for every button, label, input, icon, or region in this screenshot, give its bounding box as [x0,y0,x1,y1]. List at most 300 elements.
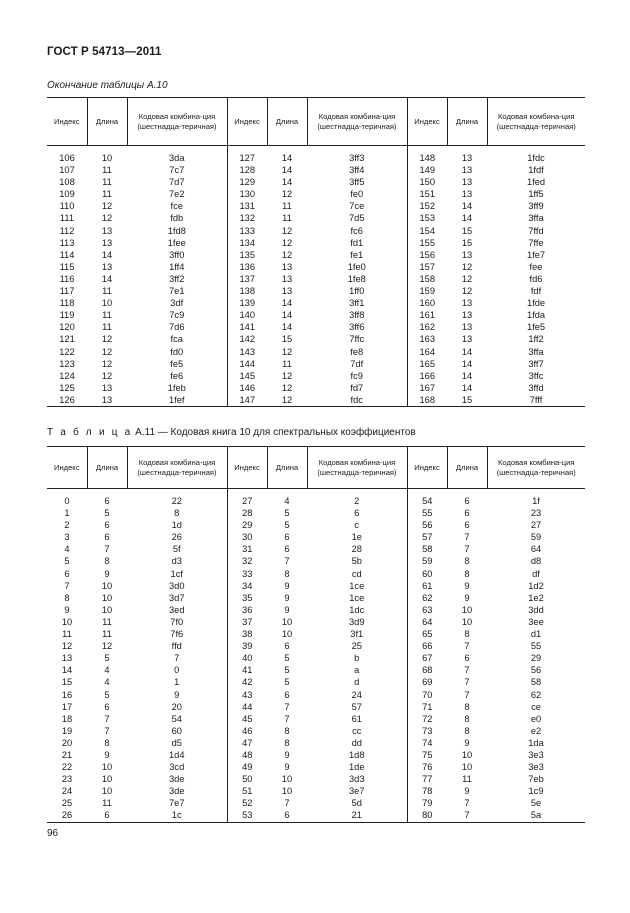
table-cell: 64 [422,616,433,627]
table-row [47,285,585,297]
table-cell: 129 [239,177,255,188]
table-cell: 166 [419,370,435,381]
table-cell: 8 [464,701,470,712]
table-cell: fca [127,333,227,345]
table-cell: 72 [422,713,433,724]
table-row [47,394,585,407]
table-cell: 163 [419,334,435,345]
table-cell: 5 [104,653,110,664]
column-header: Кодовая комбина-ция (шестнадца-теричная) [307,98,407,146]
table-cell: 7 [464,544,470,555]
table-row [47,713,585,725]
table-cell: 70 [422,689,433,700]
table-row [47,568,585,580]
table-cell: 125 [59,382,75,393]
table-row [47,640,585,652]
table-cell: 150 [419,177,435,188]
table-row [47,761,585,773]
table-cell: 3e7 [307,785,407,797]
table-cell: 6 [307,507,407,519]
table-cell: 14 [281,322,293,333]
page-number: 96 [47,828,59,839]
table-cell: 7d6 [127,321,227,333]
table-cell: 11 [102,616,112,627]
table-cell: 8 [284,725,290,736]
column-header: Длина [267,447,307,489]
table-cell: 59 [422,556,433,567]
table-cell: 24 [307,689,407,701]
table-cell: 9 [284,749,290,760]
table-cell: 43 [242,689,253,700]
table-cell: 19 [61,725,73,736]
table-cell: 3dd [528,604,544,615]
table-cell: 159 [419,286,435,297]
table-cell: 10 [281,629,293,640]
table-cell: 13 [461,322,473,333]
table-cell: 42 [242,677,253,688]
table-cell: 7 [284,713,290,724]
table-row [47,543,585,555]
table-cell: a [307,664,407,676]
table-cell: 14 [281,298,293,309]
table-cell: 12 [461,286,473,297]
table-cell: 0 [127,664,227,676]
table-cell: c [307,519,407,531]
table-cell: 7ffd [528,225,544,236]
table-cell: 28 [242,508,253,519]
table-cell: 8 [284,737,290,748]
table-cell: 1c9 [528,786,544,797]
table-cell: 40 [242,653,253,664]
table-cell: 117 [59,286,75,297]
table-cell: fdb [127,212,227,224]
table-cell: 7 [104,544,110,555]
table-cell: 7e2 [127,188,227,200]
table-cell: cd [307,568,407,580]
table-cell: 47 [242,737,253,748]
column-header: Кодовая комбина-ция (шестнадца-теричная) [487,447,585,489]
table-cell: 10 [101,604,113,615]
table-cell: 113 [59,237,75,248]
table-a11-caption [47,427,416,438]
table-cell: 63 [422,604,433,615]
table-cell: 12 [101,201,113,212]
table-cell: 1fdf [528,165,544,176]
table-cell: 11 [102,310,112,321]
table-cell: 3ed [127,604,227,616]
table-cell: 12 [101,641,113,652]
table-cell: 38 [242,629,253,640]
table-cell: fe6 [127,370,227,382]
table-cell: 14 [281,165,293,176]
table-cell: 29 [530,653,542,664]
table-cell: 6 [284,532,290,543]
table-cell: 1cf [127,568,227,580]
table-cell: 9 [284,762,290,773]
table-cell: 66 [422,641,433,652]
table-cell: 111 [59,213,75,224]
table-cell: 158 [419,273,435,284]
table-cell: 6 [104,701,110,712]
table-cell: 5 [64,556,70,567]
table-cell: 144 [239,358,255,369]
table-cell: 10 [461,749,473,760]
table-cell: 14 [101,273,113,284]
table-row [47,495,585,507]
table-cell: d5 [127,737,227,749]
table-cell: 55 [530,641,542,652]
table-row [47,333,585,345]
table-cell: 10 [101,592,113,603]
table-cell: 1dc [307,604,407,616]
table-row [47,261,585,273]
table-cell: 59 [530,532,542,543]
table-cell: 3ffc [528,370,544,381]
table-cell: 134 [239,237,255,248]
table-a11-caption-prefix: Т а б л и ц а [47,427,133,438]
table-cell: 13 [461,153,473,163]
table-cell: 58 [530,677,542,688]
table-cell: 5 [104,689,110,700]
table-cell: 28 [307,543,407,555]
table-cell: 13 [101,382,113,393]
table-cell: 22 [127,495,227,507]
column-header: Индекс [227,98,267,146]
table-cell: 14 [461,358,473,369]
table-cell: 1fdc [527,153,545,163]
table-cell: 61 [307,713,407,725]
table-cell: 13 [281,273,293,284]
table-cell: 69 [422,677,433,688]
table-cell: 3cd [127,761,227,773]
table-cell: 122 [59,346,75,357]
table-cell: 1feb [127,382,227,394]
table-cell: ce [531,701,541,712]
table-cell: 14 [461,213,473,224]
table-cell: 10 [461,762,473,773]
table-cell: 155 [419,237,435,248]
table-cell: 11 [102,798,112,809]
table-cell: 7f6 [127,628,227,640]
table-cell: 1fe5 [526,322,546,333]
table-cell: 14 [461,370,473,381]
table-cell: 50 [242,774,253,785]
table-cell: 1d8 [307,749,407,761]
table-cell: 3ffd [528,382,544,393]
table-cell: 5e [530,798,542,809]
table-cell: 4 [284,496,290,506]
table-cell: 13 [461,249,473,260]
table-cell: 26 [47,809,87,822]
column-header: Кодовая комбина-ция (шестнадца-теричная) [487,98,585,146]
table-row [47,664,585,676]
table-cell: e2 [530,725,542,736]
table-cell: 154 [419,225,435,236]
table-cell: 4 [64,544,70,555]
table-cell: 12 [101,358,113,369]
column-header: Длина [447,98,487,146]
table-cell: 1c [127,809,227,822]
table-cell: 5d [307,797,407,809]
table-cell: 7c7 [127,164,227,176]
table-cell: 115 [59,261,75,272]
table-cell: 15 [461,225,473,236]
table-row [47,188,585,200]
table-cell: 106 [59,153,75,163]
table-cell: 6 [267,809,307,822]
table-cell: 7e7 [127,797,227,809]
table-cell: 1fd8 [127,225,227,237]
table-cell: 54 [422,496,433,506]
table-cell: 29 [242,520,253,531]
table-cell: 3f1 [307,628,407,640]
column-header: Кодовая комбина-ция (шестнадца-теричная) [127,98,227,146]
table-cell: 27 [530,520,542,531]
table-cell: 1fe0 [307,261,407,273]
table-cell: d [307,676,407,688]
table-cell: 35 [242,592,253,603]
table-cell: 13 [461,298,473,309]
table-row [47,297,585,309]
table-cell: 7f0 [127,616,227,628]
table-cell: 30 [242,532,253,543]
table-cell: 3d0 [127,580,227,592]
table-cell: 22 [61,762,73,773]
table-cell: 165 [419,358,435,369]
table-cell: 112 [59,225,75,236]
table-cell: 7 [127,652,227,664]
table-cell: 160 [419,298,435,309]
table-cell: 13 [87,394,127,407]
table-cell: 149 [419,165,435,176]
table-cell: 146 [239,382,255,393]
table-cell: 75 [422,749,433,760]
table-cell: 33 [242,568,253,579]
table-row [47,737,585,749]
table-cell: 9 [464,786,470,797]
table-cell: 1 [64,508,70,519]
table-cell: 14 [281,310,293,321]
table-row [47,152,585,164]
table-cell: 37 [242,616,253,627]
table-cell: 1fde [526,298,546,309]
table-cell: 7e1 [127,285,227,297]
table-cell: 116 [59,273,75,284]
table-cell: 8 [284,568,290,579]
table-cell: 137 [239,273,255,284]
table-cell: 14 [101,249,113,260]
table-cell: 21 [307,809,407,822]
table-cell: 27 [242,496,253,506]
table-cell: 1da [528,737,544,748]
table-cell: fd0 [127,346,227,358]
table-cell: fdc [307,394,407,407]
table-cell: 78 [422,786,433,797]
table-cell: 3ff5 [307,176,407,188]
table-cell: 3ff9 [528,201,544,212]
table-cell: fd6 [529,273,543,284]
table-cell: 54 [127,713,227,725]
table-cell: 8 [464,568,470,579]
table-cell: 7d7 [127,176,227,188]
table-cell: 1e2 [528,592,544,603]
table-cell: 48 [242,749,253,760]
table-cell: ffd [127,640,227,652]
table-cell: 3ffa [528,213,544,224]
table-cell: 23 [61,774,73,785]
table-cell: 12 [101,346,113,357]
table-cell: fe0 [307,188,407,200]
table-cell: 10 [101,786,113,797]
table-cell: dd [307,737,407,749]
table-cell: 56 [422,520,433,531]
table-cell: 9 [284,580,290,591]
table-row [47,604,585,616]
table-cell: 127 [239,153,255,163]
table-cell: 3 [64,532,70,543]
table-cell: 51 [242,786,253,797]
table-cell: 7 [464,665,470,676]
table-cell: 6 [104,496,110,506]
table-cell: 15 [461,237,473,248]
column-header: Длина [447,447,487,489]
table-cell: 1ce [307,580,407,592]
table-cell: 5 [284,508,290,519]
table-cell: 9 [284,592,290,603]
table-cell: 14 [281,177,293,188]
table-cell: 1ff4 [127,261,227,273]
table-cell: 8 [104,737,110,748]
table-cell: 7 [447,809,487,822]
table-cell: 13 [101,225,113,236]
table-cell: 1ce [307,592,407,604]
table-cell: 8 [127,507,227,519]
table-row [47,689,585,701]
table-cell: 7ffc [307,333,407,345]
column-header: Длина [87,447,127,489]
table-row [47,164,585,176]
table-a11 [47,446,585,823]
table-cell: 46 [242,725,253,736]
table-cell: 7d5 [307,212,407,224]
table-cell: 36 [242,604,253,615]
table-cell: 3e3 [528,762,544,773]
table-cell: 4 [104,665,110,676]
table-row [47,346,585,358]
table-cell: 8 [464,629,470,640]
table-cell: 1fe8 [307,273,407,285]
table-cell: 14 [281,153,293,163]
table-cell: 57 [422,532,433,543]
table-cell: 74 [422,737,433,748]
table-cell: 8 [464,556,470,567]
table-cell: 9 [127,689,227,701]
table-cell: 109 [59,189,75,200]
table-row [47,592,585,604]
header-row [47,447,585,489]
table-cell: 44 [242,701,253,712]
table-cell: 153 [419,213,435,224]
table-cell: 6 [284,641,290,652]
table-cell: 9 [64,604,70,615]
table-cell: 12 [267,394,307,407]
column-header: Индекс [47,98,87,146]
table-cell: 7 [284,701,290,712]
table-cell: 107 [59,165,75,176]
table-cell: 12 [461,273,473,284]
table-cell: 14 [461,201,473,212]
table-cell: 7 [104,725,110,736]
table-cell: 128 [239,165,255,176]
table-cell: 120 [59,322,75,333]
table-cell: 1de [307,761,407,773]
document-header: ГОСТ Р 54713—2011 [47,46,162,58]
table-cell: 5f [127,543,227,555]
table-cell: 5 [284,653,290,664]
table-cell: 9 [464,737,470,748]
table-cell: 3e3 [528,749,544,760]
table-cell: 18 [61,713,73,724]
table-cell: 151 [419,189,435,200]
table-cell: fe8 [307,346,407,358]
table-row [47,773,585,785]
table-cell: 71 [422,701,433,712]
table-cell: d8 [530,556,542,567]
table-cell: 8 [64,592,70,603]
table-row [47,652,585,664]
table-cell: 12 [281,237,293,248]
table-cell: 7 [104,713,110,724]
table-cell: 126 [47,394,87,407]
table-cell: 11 [102,629,112,640]
table-cell: 143 [239,346,255,357]
table-cell: d3 [127,555,227,567]
table-cell: 6 [464,496,470,506]
table-cell: 11 [102,286,112,297]
table-cell: 10 [101,153,113,163]
table-cell: 17 [61,701,73,712]
table-cell: 7 [464,532,470,543]
table-a10-caption: Окончание таблицы А.10 [47,80,168,91]
table-cell: 12 [281,370,293,381]
table-cell: 162 [419,322,435,333]
table-cell: 3ff6 [307,321,407,333]
table-row [47,200,585,212]
table-cell: 12 [101,334,113,345]
table-cell: 168 [407,394,447,407]
table-row [47,555,585,567]
table-cell: 161 [419,310,435,321]
table-cell: 12 [101,370,113,381]
table-row [47,628,585,640]
table-cell: 12 [461,261,473,272]
table-cell: 1fda [526,310,546,321]
table-cell: 5b [307,555,407,567]
table-cell: 11 [282,213,292,224]
table-cell: 10 [101,580,113,591]
table-row [47,237,585,249]
table-cell: 145 [239,370,255,381]
table-row [47,212,585,224]
table-cell: fd1 [307,237,407,249]
table-cell: 3de [127,785,227,797]
table-cell: 21 [61,749,73,760]
table-cell: 79 [422,798,433,809]
table-cell: 11 [462,774,472,785]
table-cell: 7eb [528,774,544,785]
table-cell: 11 [102,165,112,176]
table-cell: 31 [242,544,253,555]
